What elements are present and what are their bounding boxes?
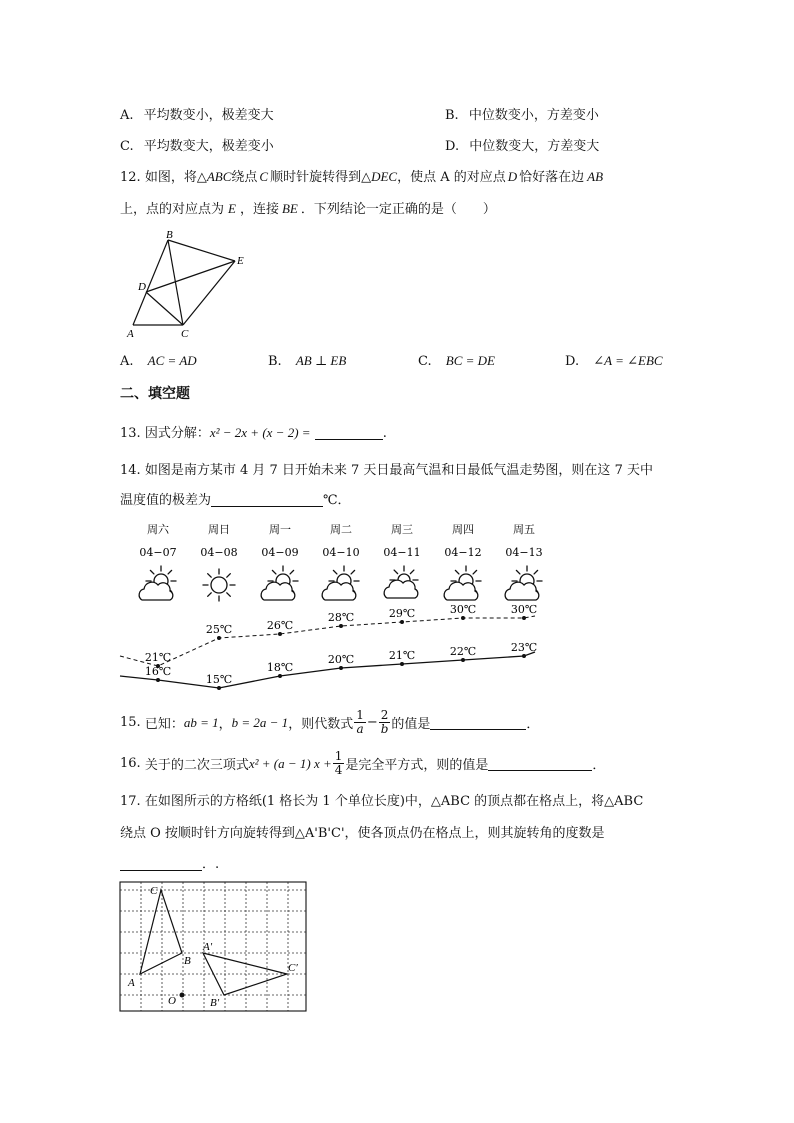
high-point <box>400 620 404 624</box>
q13: 13. 因式分解：x² − 2x + (x − 2) = . <box>120 425 387 441</box>
low-point <box>400 662 404 666</box>
q14-line1: 14. 如图是南方某市 4 月 7 日开始未来 7 天日最高气温和日最低气温走势图，则在这 7 天中 <box>120 463 653 478</box>
q15-fraction-2: $\frac{2}{b}$ <box>380 708 389 736</box>
q12-line1: 12. 如图，将△ABC绕点 C 顺时针旋转得到△DEC，使点 A 的对应点 D 恰好落在边 AB <box>120 169 604 185</box>
q12-option-d: D. ∠A = ∠EBC <box>565 353 663 369</box>
q17-label-c: C <box>150 885 158 897</box>
date-label: 04−13 <box>505 546 543 559</box>
q14-weather-chart <box>110 515 560 695</box>
q16-fraction: $\frac{1}{4}$ <box>334 749 343 777</box>
high-temp-label: 29℃ <box>388 607 416 620</box>
date-label: 04−11 <box>383 546 421 559</box>
q17-label-c-prime: C′ <box>288 962 298 974</box>
day-label: 周五 <box>513 523 535 536</box>
low-temp-label: 18℃ <box>266 661 294 674</box>
high-point <box>522 616 526 620</box>
q13-answer-blank[interactable] <box>315 425 383 440</box>
partly-cloudy-icon <box>444 566 481 600</box>
high-temp-label: 30℃ <box>449 603 477 616</box>
q12-label-a: A <box>127 328 134 340</box>
low-temp-label: 15℃ <box>205 673 233 686</box>
low-point <box>339 666 343 670</box>
q12-label-d: D <box>138 281 146 293</box>
q12-figure <box>120 228 260 343</box>
sun-icon <box>203 569 235 601</box>
q17-label-b: B <box>184 955 191 967</box>
q14-answer-blank[interactable] <box>211 492 323 507</box>
q11-option-d: D. 中位数变大，方差变大 <box>445 139 600 154</box>
q11-option-c: C. 平均数变大，极差变小 <box>120 139 274 154</box>
partly-cloudy-icon <box>139 566 176 600</box>
q17-label-b-prime: B′ <box>210 997 220 1009</box>
q17-grid-figure <box>118 880 308 1015</box>
high-point <box>278 632 282 636</box>
low-point <box>461 658 465 662</box>
q12-option-c: C. BC = DE <box>418 353 495 369</box>
high-point <box>217 636 221 640</box>
q15-fraction-1: $\frac{1}{a}$ <box>356 708 364 736</box>
date-label: 04−12 <box>444 546 482 559</box>
date-label: 04−10 <box>322 546 360 559</box>
day-label: 周三 <box>391 523 413 536</box>
q12-option-a: A. AC = AD <box>120 353 197 369</box>
q12-label-c: C <box>181 328 189 340</box>
high-temp-label: 28℃ <box>327 611 355 624</box>
q17-line1: 17. 在如图所示的方格纸(1 格长为 1 个单位长度)中，△ABC 的顶点都在格点上，将△ABC <box>120 794 644 809</box>
cloud-icon <box>384 566 418 598</box>
low-temp-label: 21℃ <box>388 649 416 662</box>
low-temp-label: 20℃ <box>327 653 355 666</box>
q17-answer-blank[interactable] <box>120 856 202 871</box>
section-title: 二、填空题 <box>120 386 190 402</box>
day-label: 周一 <box>269 523 291 536</box>
q16-answer-blank[interactable] <box>488 756 592 771</box>
q14-line2: 温度值的极差为 ℃． <box>120 493 351 508</box>
q12-label-b: B <box>166 229 173 241</box>
low-point <box>217 686 221 690</box>
day-label: 周二 <box>330 523 352 536</box>
low-point <box>156 678 160 682</box>
partly-cloudy-icon <box>261 566 298 600</box>
high-point <box>339 624 343 628</box>
partly-cloudy-icon <box>505 566 542 600</box>
q12-option-b: B. AB ⊥ EB <box>268 353 347 369</box>
high-temp-label: 30℃ <box>510 603 538 616</box>
high-temp-label: 25℃ <box>205 623 233 636</box>
q16: 16. 关于的二次三项式 x² + (a − 1) x + $\frac{1}{4}$ 是完全平方式，则的值是 ． <box>120 749 606 777</box>
q17-label-a: A <box>128 977 135 989</box>
q15: 15. 已知： ab = 1 ， b = 2a − 1 ，则代数式 $\frac{1}{a}$ − $\frac{2}{b}$ 的值是 ． <box>120 708 540 736</box>
day-label: 周日 <box>208 523 230 536</box>
q17-line2: 绕点 O 按顺时针方向旋转得到△A'B'C'，使各顶点仍在格点上，则其旋转角的度数是 <box>120 826 605 841</box>
low-temp-label: 22℃ <box>449 645 477 658</box>
q12-label-e: E <box>237 255 244 267</box>
low-temp-label: 23℃ <box>510 641 538 654</box>
low-temp-label: 16℃ <box>144 665 172 678</box>
date-label: 04−09 <box>261 546 299 559</box>
day-label: 周六 <box>147 523 169 536</box>
day-label: 周四 <box>452 523 474 536</box>
q17-label-a-prime: A′ <box>203 941 213 953</box>
high-temp-label: 26℃ <box>266 619 294 632</box>
q15-answer-blank[interactable] <box>430 715 526 730</box>
q11-option-b: B. 中位数变小，方差变小 <box>445 108 599 123</box>
q17-label-o: O <box>168 995 176 1007</box>
high-point <box>461 616 465 620</box>
q11-option-a: A. 平均数变小，极差变大 <box>120 108 274 123</box>
low-point <box>522 654 526 658</box>
high-temp-label: 21℃ <box>144 651 172 664</box>
q17-line3: ．. <box>120 853 219 872</box>
q12-line2: 上，点的对应点为 E ，连接 BE ．下列结论一定正确的是（ ） <box>120 201 496 217</box>
low-point <box>278 674 282 678</box>
partly-cloudy-icon <box>322 566 359 600</box>
date-label: 04−07 <box>139 546 177 559</box>
date-label: 04−08 <box>200 546 238 559</box>
